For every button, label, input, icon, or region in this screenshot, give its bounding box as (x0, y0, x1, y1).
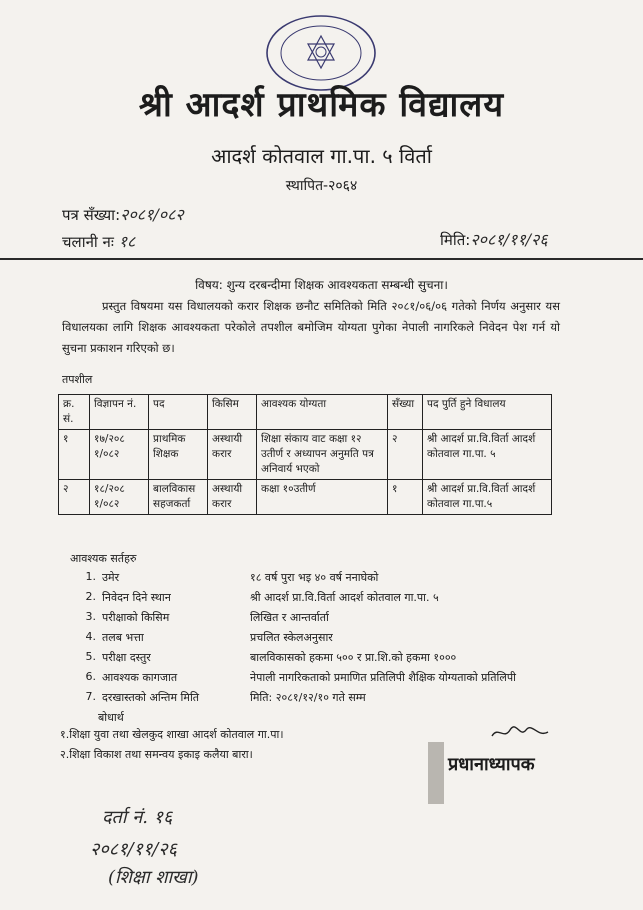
cell-type: अस्थायी करार (208, 480, 257, 515)
copy-to-recipient: १.शिक्षा युवा तथा खेलकुद शाखा आदर्श कोतवाल गा.पा। (60, 728, 284, 741)
signature-scribble (490, 724, 550, 742)
cell-qualification: कक्षा १०उतीर्ण (257, 480, 388, 515)
requirement-label: परीक्षाको किसिम (102, 611, 170, 624)
registration-section: (शिक्षा शाखा) (108, 867, 199, 888)
cell-school: श्री आदर्श प्रा.वि.विर्ता आदर्श कोतवाल गा.पा.५ (423, 480, 552, 515)
copy-to-recipient: २.शिक्षा विकाश तथा समन्वय इकाइ कलैया बारा। (60, 748, 253, 761)
requirement-number: 7. (85, 690, 96, 703)
established-year: स्थापित-२०६४ (285, 178, 358, 194)
copy-to-label: बोधार्थ (98, 711, 124, 724)
requirement-number: 6. (85, 670, 96, 683)
requirement-label: तलब भत्ता (102, 631, 144, 644)
cell-school: श्री आदर्श प्रा.वि.विर्ता आदर्श कोतवाल गा.पा. ५ (423, 430, 552, 480)
requirement-value: श्री आदर्श प्रा.वि.विर्ता आदर्श कोतवाल गा.पा. ५ (250, 591, 439, 604)
subject-line: विषय: शुन्य दरबन्दीमा शिक्षक आवश्यकता सम्बन्धी सुचना। (195, 278, 448, 292)
cell-ad-number: १७/२०८ १/०८२ (90, 430, 149, 480)
requirement-value: मिति: २०८१/१२/१० गते सम्म (250, 691, 366, 704)
cell-count: १ (388, 480, 423, 515)
requirement-label: दरखास्तको अन्तिम मिति (102, 691, 200, 704)
col-post: पद (149, 395, 208, 430)
signatory-title: प्रधानाध्यापक (448, 754, 535, 775)
details-label: तपशील (62, 373, 93, 386)
requirement-value: प्रचलित स्केलअनुसार (250, 631, 333, 644)
requirement-item (0, 630, 643, 648)
col-count: सँख्या (388, 395, 423, 430)
requirement-value: लिखित र आन्तर्वार्ता (250, 611, 329, 624)
requirement-item (0, 690, 643, 708)
requirement-label: निवेदन दिने स्थान (102, 591, 171, 604)
reference-value: २०८१/०८२ (120, 205, 184, 224)
reference-number (62, 203, 184, 225)
col-type: किसिम (208, 395, 257, 430)
requirement-number: 3. (85, 610, 96, 623)
col-qualification: आवश्यक योग्यता (257, 395, 388, 430)
requirement-number: 1. (85, 570, 96, 583)
cell-count: २ (388, 430, 423, 480)
col-ad-number: विज्ञापन नं. (90, 395, 149, 430)
table-row (59, 480, 552, 515)
requirement-item (0, 590, 643, 608)
requirement-item (0, 570, 643, 588)
requirement-label: आवश्यक कागजात (102, 671, 178, 684)
registration-date: २०८१/११/२६ (90, 839, 178, 860)
cell-post: प्राथमिक शिक्षक (149, 430, 208, 480)
requirement-item (0, 610, 643, 628)
school-name: श्री आदर्श प्राथमिक विद्यालय (138, 85, 505, 125)
requirement-number: 4. (85, 630, 96, 643)
dispatch-number (62, 230, 135, 252)
requirement-item (0, 650, 643, 668)
reference-label: पत्र सँख्या: (62, 206, 121, 224)
cell-post: बालविकास सहजकर्ता (149, 480, 208, 515)
col-serial: क्र. सं. (59, 395, 90, 430)
cell-qualification: शिक्षा संकाय वाट कक्षा १२ उतीर्ण र अध्यापन अनुमति पत्र अनिवार्य भएको (257, 430, 388, 480)
date-label: मिति: (440, 231, 471, 249)
cell-type: अस्थायी करार (208, 430, 257, 480)
dispatch-label: चलानी नः (62, 233, 114, 251)
header-divider (0, 258, 643, 260)
requirements-title: आवश्यक सर्तहरु (70, 552, 137, 565)
requirement-number: 5. (85, 650, 96, 663)
cell-serial: २ (59, 480, 90, 515)
letter-date (440, 228, 548, 250)
cell-serial: १ (59, 430, 90, 480)
notice-body: प्रस्तुत विषयमा यस विधालयको करार शिक्षक छनौट समितिको मिति २०८१/०६/०६ गतेको निर्णय अनुसार यस विधालयका लागि शिक्षक आवश्यकता परेकोले तपशील बमोजिम योग्यता पुगेका नेपाली नागरिकले निवेदन पेश गर्न यो सुचना प्रकाशन गरिएको छ। (62, 299, 560, 355)
requirement-number: 2. (85, 590, 96, 603)
school-address: आदर्श कोतवाल गा.पा. ५ विर्ता (211, 144, 432, 168)
table-row (59, 430, 552, 480)
cell-ad-number: १८/२०८ १/०८२ (90, 480, 149, 515)
requirement-item (0, 670, 643, 688)
requirement-label: उमेर (102, 571, 120, 584)
requirement-value: १८ वर्ष पुरा भइ ४० वर्ष ननाघेको (250, 571, 379, 584)
table-header-row (59, 395, 552, 430)
requirement-value: बालविकासको हकमा ५०० र प्रा.शि.को हकमा १००० (250, 651, 457, 664)
col-school: पद पुर्ति हुने विधालय (423, 395, 552, 430)
registration-number: दर्ता नं. १६ (102, 807, 173, 828)
handwritten-registration (88, 805, 288, 895)
requirement-label: परीक्षा दस्तुर (102, 651, 151, 664)
requirement-value: नेपाली नागरिकताको प्रमाणित प्रतिलिपी शैक्षिक योग्यताको प्रतिलिपी (250, 671, 516, 684)
vacancy-table (58, 394, 552, 515)
dispatch-value: १८ (118, 232, 136, 251)
stamp-edge (428, 742, 444, 804)
date-value: २०८१/११/२६ (470, 230, 548, 249)
